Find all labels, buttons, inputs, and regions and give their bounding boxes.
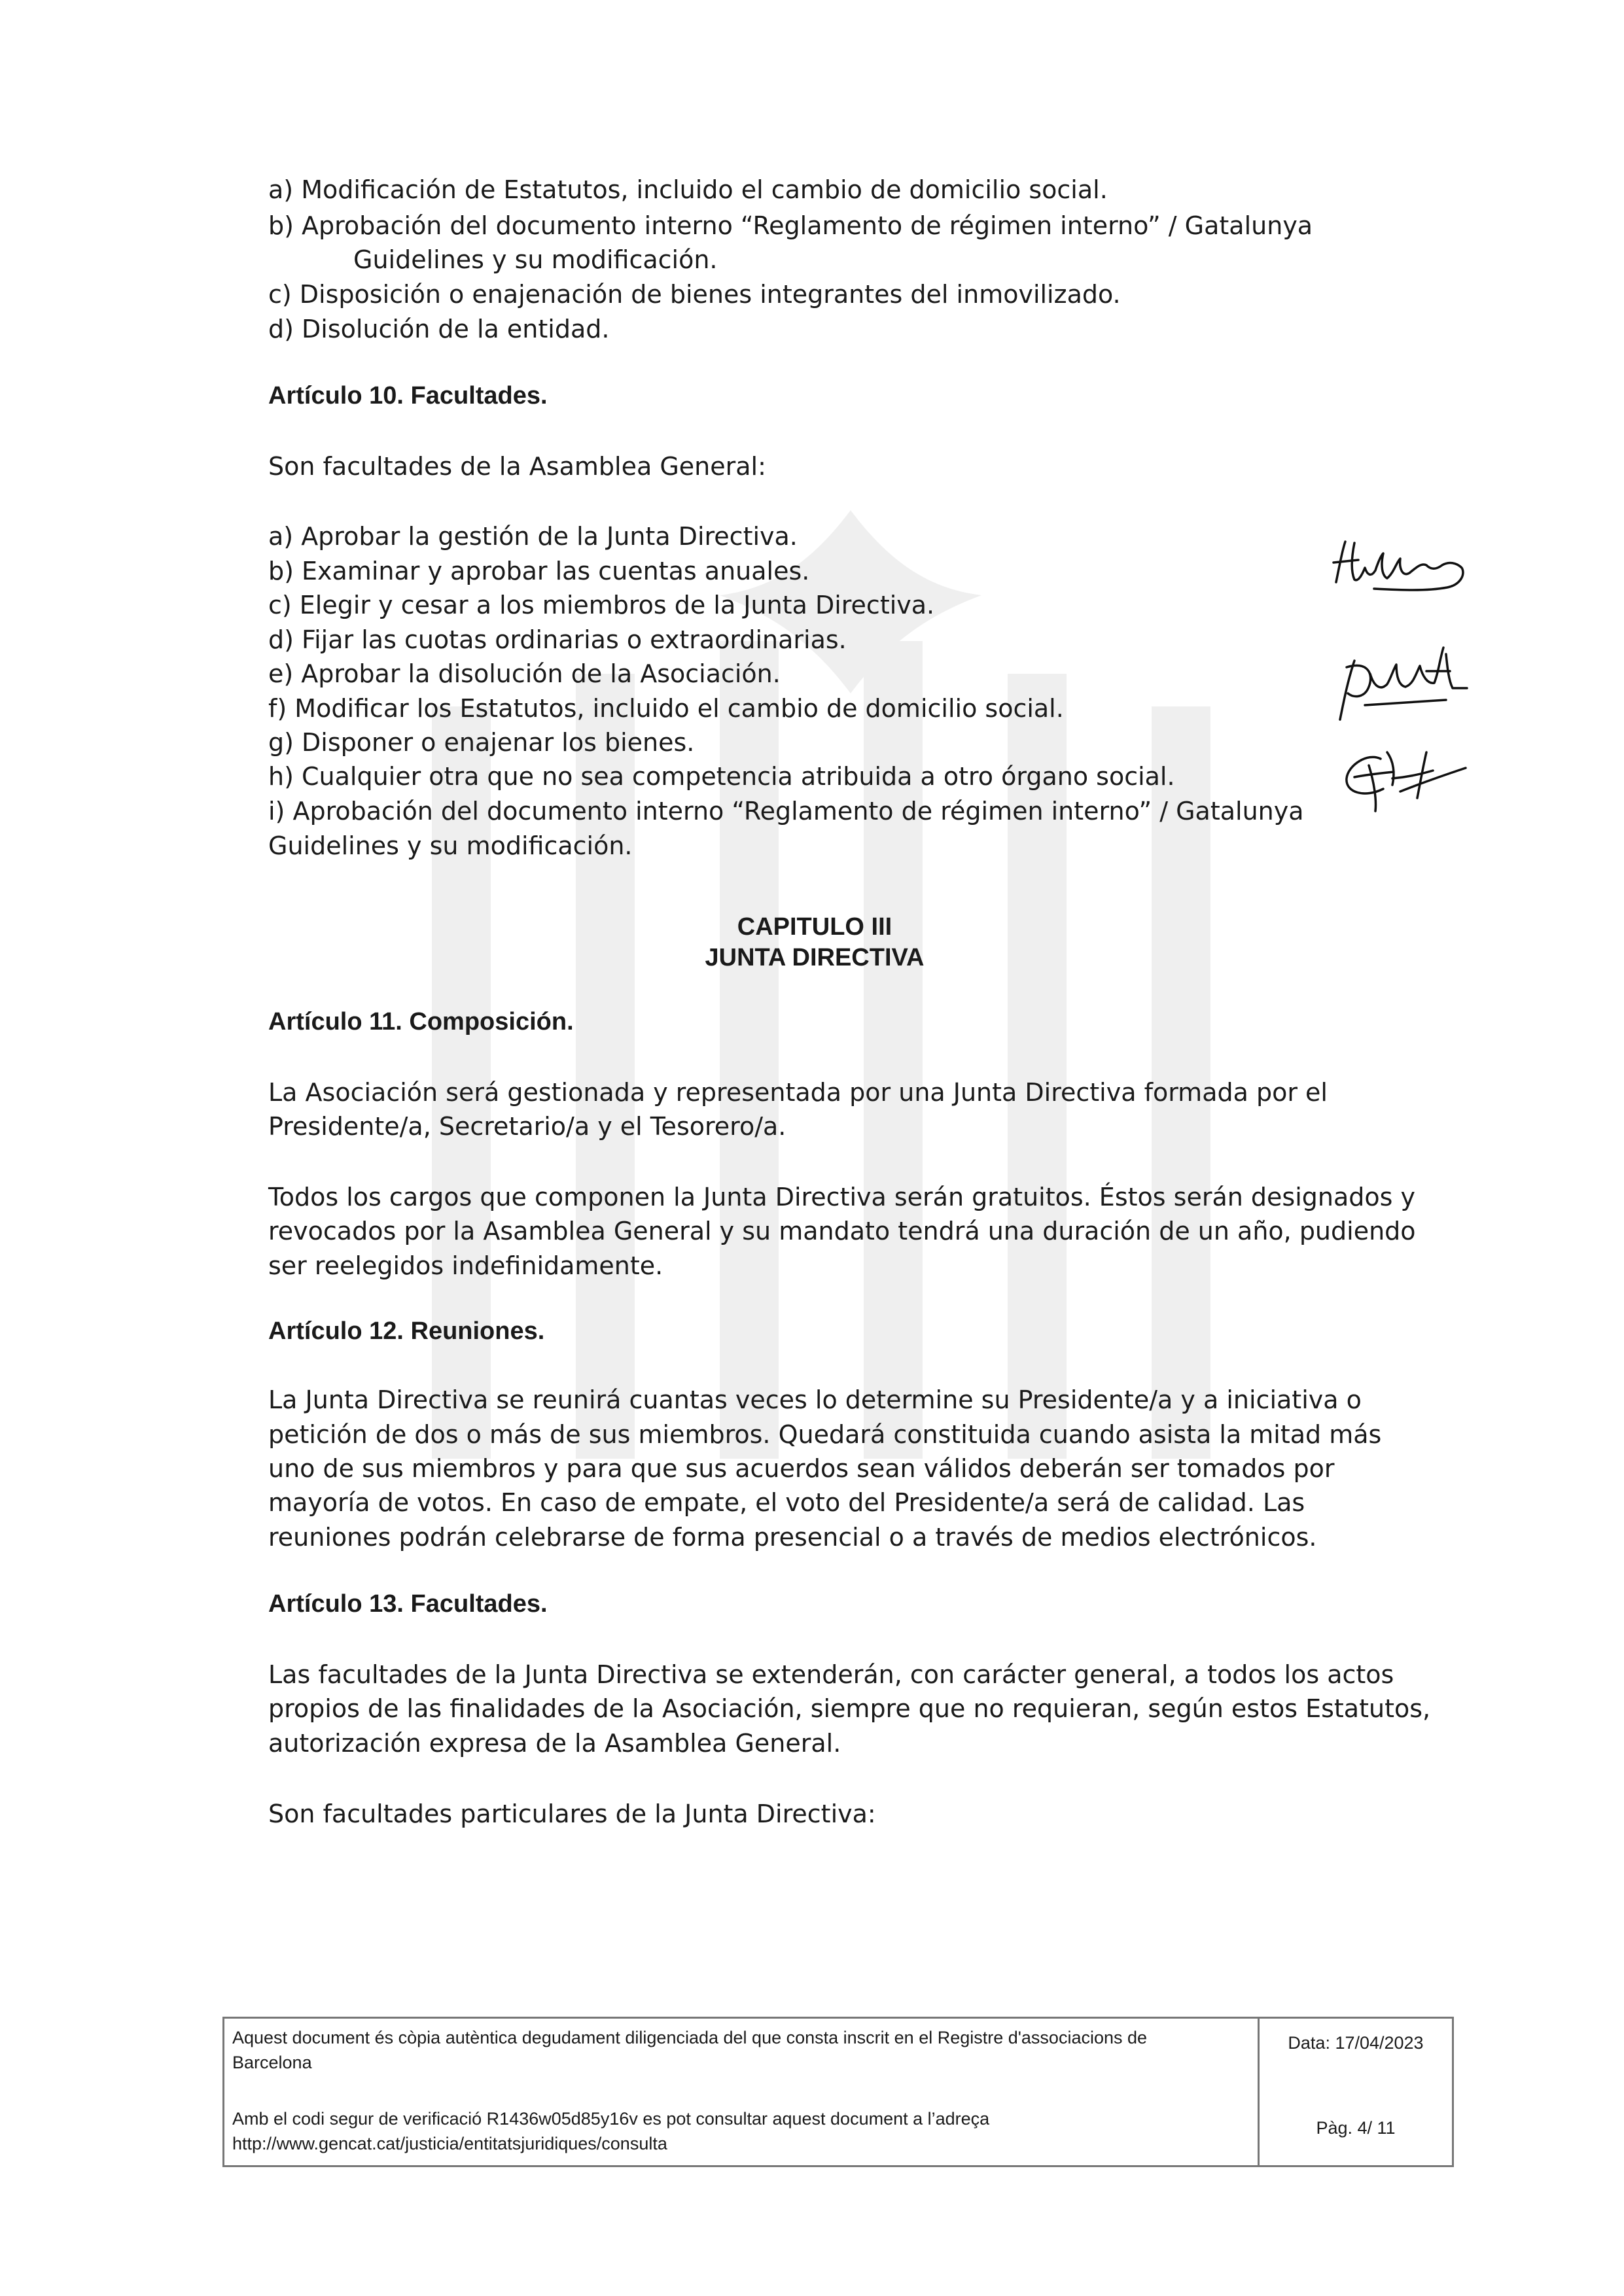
verification-footer: [222, 2017, 1454, 2167]
page-number: Pàg. 4/ 11: [1316, 2118, 1396, 2138]
list-item-continuation: Guidelines y su modificación.: [268, 831, 633, 860]
list-item-continuation: Guidelines y su modificación.: [353, 245, 718, 274]
list-item: e) Aprobar la disolución de la Asociación.: [268, 659, 781, 688]
paragraph-line: autorización expresa de la Asamblea General.: [268, 1729, 841, 1758]
footer-line: Aquest document és còpia autèntica degudament diligenciada del que consta inscrit en el Registre d'associacions de: [232, 2028, 1148, 2047]
paragraph-line: Son facultades particulares de la Junta Directiva:: [268, 1800, 876, 1828]
list-item: d) Fijar las cuotas ordinarias o extraordinarias.: [268, 625, 847, 654]
paragraph-line: uno de sus miembros y para que sus acuerdos sean válidos deberán ser tomados por: [268, 1454, 1335, 1483]
article-12-heading: Artículo 12. Reuniones.: [268, 1317, 545, 1345]
chapter-title: JUNTA DIRECTIVA: [705, 944, 925, 971]
paragraph-line: Las facultades de la Junta Directiva se extenderán, con carácter general, a todos los actos: [268, 1660, 1394, 1689]
chapter-number: CAPITULO III: [737, 913, 892, 941]
verification-url: http://www.gencat.cat/justicia/entitatsjuridiques/consulta: [232, 2134, 667, 2153]
list-item: i) Aprobación del documento interno “Reglamento de régimen interno” / Gatalunya: [268, 797, 1304, 826]
paragraph-line: revocados por la Asamblea General y su mandato tendrá una duración de un año, pudiendo: [268, 1217, 1416, 1245]
paragraph-line: reuniones podrán celebrarse de forma presencial o a través de medios electrónicos.: [268, 1523, 1317, 1552]
article-13-heading: Artículo 13. Facultades.: [268, 1590, 548, 1618]
footer-meta-cell: [1260, 2019, 1452, 2165]
article-10-heading: Artículo 10. Facultades.: [268, 382, 548, 409]
list-item: f) Modificar los Estatutos, incluido el cambio de domicilio social.: [268, 694, 1064, 723]
paragraph-line: petición de dos o más de sus miembros. Quedará constituida cuando asista la mitad más: [268, 1420, 1382, 1449]
list-item: a) Modificación de Estatutos, incluido el cambio de domicilio social.: [268, 175, 1108, 204]
paragraph-line: propios de las finalidades de la Asociación, siempre que no requieran, según estos Estatutos,: [268, 1694, 1431, 1723]
article-11-heading: Artículo 11. Composición.: [268, 1008, 574, 1035]
list-item: c) Elegir y cesar a los miembros de la Junta Directiva.: [268, 591, 935, 619]
list-item: c) Disposición o enajenación de bienes integrantes del inmovilizado.: [268, 280, 1121, 309]
list-item: a) Aprobar la gestión de la Junta Directiva.: [268, 522, 798, 551]
list-item: h) Cualquier otra que no sea competencia atribuida a otro órgano social.: [268, 762, 1175, 791]
footer-line: Barcelona: [232, 2053, 312, 2072]
signature-2: [1340, 648, 1467, 720]
paragraph-line: ser reelegidos indefinidamente.: [268, 1251, 663, 1280]
paragraph-line: La Junta Directiva se reunirá cuantas veces lo determine su Presidente/a y a iniciativa o: [268, 1385, 1362, 1414]
signature-3: [1347, 752, 1466, 811]
document-date: Data: 17/04/2023: [1288, 2033, 1424, 2053]
paragraph-line: La Asociación será gestionada y representada por una Junta Directiva formada por el: [268, 1078, 1328, 1107]
paragraph-line: Todos los cargos que componen la Junta Directiva serán gratuitos. Éstos serán designados y: [268, 1183, 1415, 1211]
signature-1: [1333, 542, 1463, 590]
article-10-intro: Son facultades de la Asamblea General:: [268, 452, 766, 481]
list-item: b) Examinar y aprobar las cuentas anuales.: [268, 557, 810, 585]
paragraph-line: Presidente/a, Secretario/a y el Tesorero/a.: [268, 1112, 786, 1141]
signatures: [1328, 536, 1485, 850]
footer-line: Amb el codi segur de verificació R1436w05d85y16v es pot consultar aquest document a l’adreça: [232, 2109, 990, 2129]
list-item: d) Disolución de la entidad.: [268, 315, 610, 343]
footer-text-cell: [224, 2019, 1260, 2165]
list-item: b) Aprobación del documento interno “Reglamento de régimen interno” / Gatalunya: [268, 211, 1313, 240]
paragraph-line: mayoría de votos. En caso de empate, el voto del Presidente/a será de calidad. Las: [268, 1488, 1305, 1517]
list-item: g) Disponer o enajenar los bienes.: [268, 728, 695, 757]
